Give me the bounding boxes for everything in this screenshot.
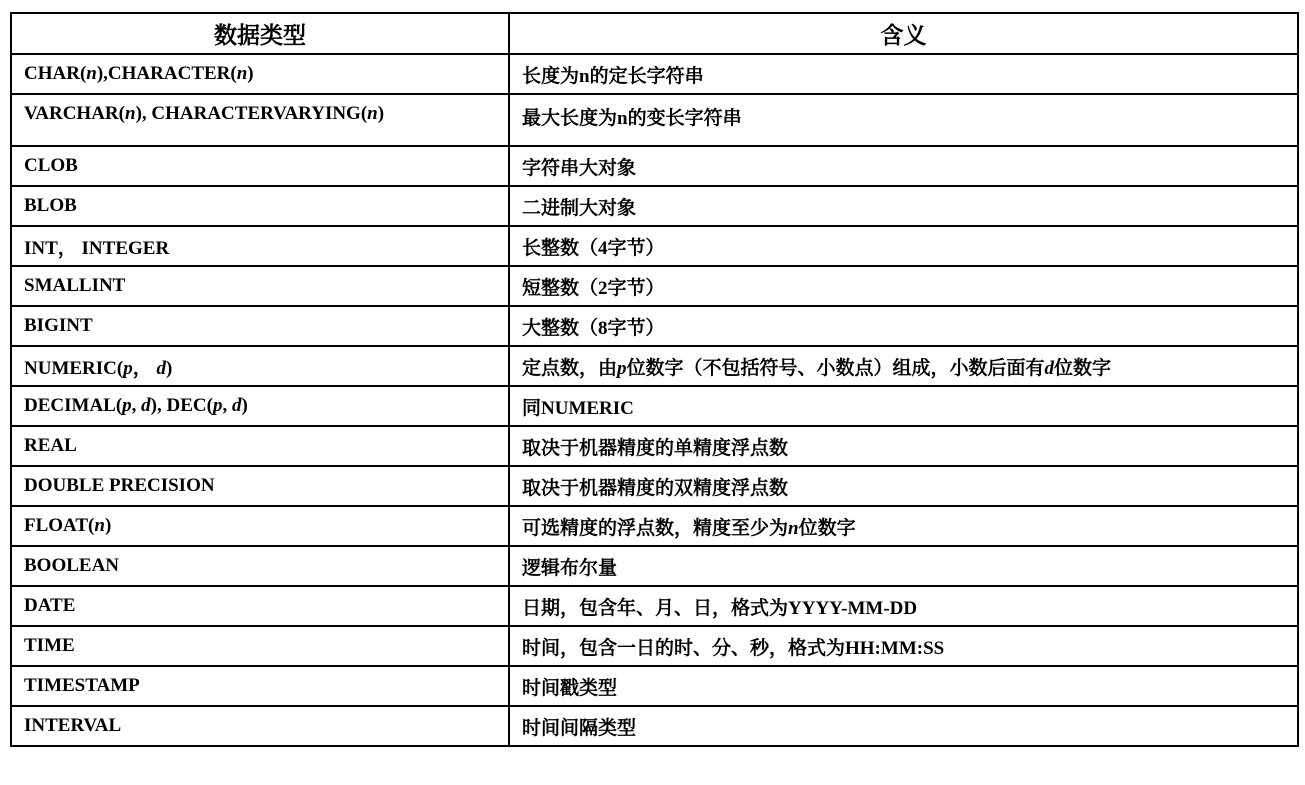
meaning-cell: 日期，包含年、月、日，格式为YYYY-MM-DD xyxy=(509,586,1298,626)
meaning-cell: 长度为n的定长字符串 xyxy=(509,54,1298,94)
meaning-cell: 最大长度为n的变长字符串 xyxy=(509,94,1298,146)
type-cell: INT， INTEGER xyxy=(11,226,509,266)
table-row xyxy=(11,586,1298,626)
meaning-cell: 大整数（8字节） xyxy=(509,306,1298,346)
table-row xyxy=(11,306,1298,346)
meaning-cell: 二进制大对象 xyxy=(509,186,1298,226)
meaning-cell: 定点数，由p位数字（不包括符号、小数点）组成，小数后面有d位数字 xyxy=(509,346,1298,386)
table-row xyxy=(11,706,1298,746)
table-row xyxy=(11,186,1298,226)
table-row xyxy=(11,466,1298,506)
table-row xyxy=(11,146,1298,186)
type-cell: INTERVAL xyxy=(11,706,509,746)
type-cell: DECIMAL(p, d), DEC(p, d) xyxy=(11,386,509,426)
type-cell: BIGINT xyxy=(11,306,509,346)
column-header-datatype: 数据类型 xyxy=(11,13,509,54)
header-row xyxy=(11,13,1298,54)
table-row xyxy=(11,54,1298,94)
column-header-meaning: 含义 xyxy=(509,13,1298,54)
table-row xyxy=(11,266,1298,306)
meaning-cell: 时间戳类型 xyxy=(509,666,1298,706)
meaning-cell: 长整数（4字节） xyxy=(509,226,1298,266)
meaning-cell: 取决于机器精度的双精度浮点数 xyxy=(509,466,1298,506)
meaning-cell: 时间间隔类型 xyxy=(509,706,1298,746)
type-cell: NUMERIC(p， d) xyxy=(11,346,509,386)
data-types-table xyxy=(10,12,1299,747)
table-row xyxy=(11,386,1298,426)
type-cell: FLOAT(n) xyxy=(11,506,509,546)
type-cell: DOUBLE PRECISION xyxy=(11,466,509,506)
meaning-cell: 逻辑布尔量 xyxy=(509,546,1298,586)
type-cell: SMALLINT xyxy=(11,266,509,306)
meaning-cell: 短整数（2字节） xyxy=(509,266,1298,306)
table-row xyxy=(11,506,1298,546)
meaning-cell: 同NUMERIC xyxy=(509,386,1298,426)
table-row xyxy=(11,426,1298,466)
type-cell: TIME xyxy=(11,626,509,666)
meaning-cell: 取决于机器精度的单精度浮点数 xyxy=(509,426,1298,466)
table-row xyxy=(11,626,1298,666)
type-cell: BLOB xyxy=(11,186,509,226)
meaning-cell: 可选精度的浮点数，精度至少为n位数字 xyxy=(509,506,1298,546)
table-body xyxy=(11,54,1298,746)
type-cell: CHAR(n),CHARACTER(n) xyxy=(11,54,509,94)
type-cell: BOOLEAN xyxy=(11,546,509,586)
type-cell: DATE xyxy=(11,586,509,626)
table-row xyxy=(11,666,1298,706)
meaning-cell: 时间，包含一日的时、分、秒，格式为HH:MM:SS xyxy=(509,626,1298,666)
table-row xyxy=(11,346,1298,386)
type-cell: TIMESTAMP xyxy=(11,666,509,706)
type-cell: REAL xyxy=(11,426,509,466)
table-row xyxy=(11,546,1298,586)
type-cell: VARCHAR(n), CHARACTERVARYING(n) xyxy=(11,94,509,146)
table-row xyxy=(11,226,1298,266)
type-cell: CLOB xyxy=(11,146,509,186)
table-row xyxy=(11,94,1298,146)
meaning-cell: 字符串大对象 xyxy=(509,146,1298,186)
